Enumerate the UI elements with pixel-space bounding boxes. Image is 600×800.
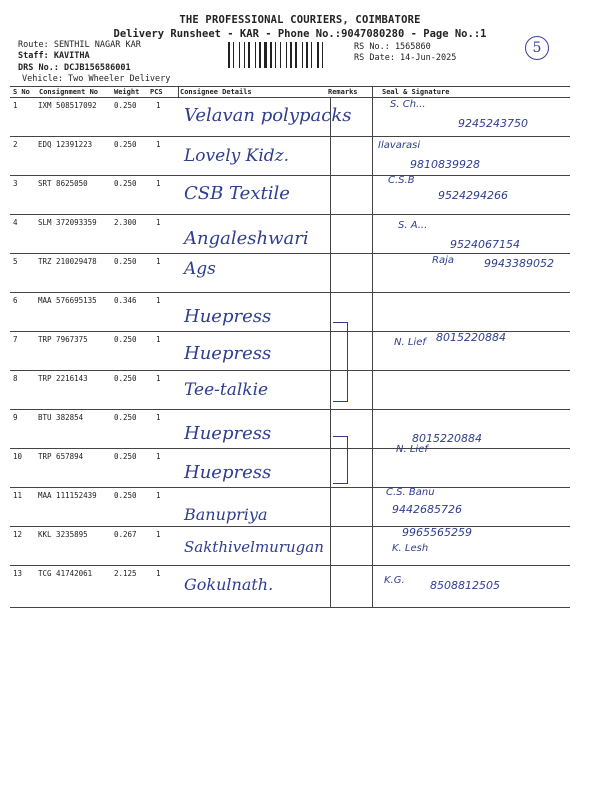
- col-divider: [178, 86, 179, 97]
- row-consignee-handwritten: Banupriya: [184, 505, 268, 524]
- barcode-bar: [255, 42, 256, 68]
- barcode-bar: [244, 42, 245, 68]
- row-pieces: 1: [156, 257, 161, 266]
- row-pieces: 1: [156, 140, 161, 149]
- row-consignee-handwritten: Huepress: [184, 423, 272, 444]
- header-bottom-border: [10, 97, 570, 98]
- row-serial-number: 4: [13, 218, 18, 227]
- row-weight: 0.250: [114, 374, 137, 383]
- barcode-bar: [248, 42, 250, 68]
- row-signature: C.S.B: [388, 175, 415, 186]
- row-consignee-handwritten: Angaleshwari: [184, 228, 309, 249]
- row-serial-number: 13: [13, 569, 23, 578]
- barcode: [228, 42, 348, 68]
- vehicle-label: Vehicle: Two Wheeler Delivery: [22, 74, 171, 84]
- row-consignment-number: SLM 372093359: [38, 218, 97, 227]
- row-signature-phone: 9245243750: [458, 117, 528, 130]
- staff-label: Staff: KAVITHA: [18, 51, 90, 61]
- row-pieces: 1: [156, 296, 161, 305]
- col-consignee: Consignee Details: [180, 88, 252, 96]
- row-divider: [10, 607, 570, 608]
- row-weight: 0.250: [114, 179, 137, 188]
- row-weight: 0.250: [114, 335, 137, 344]
- row-signature-phone: 9524067154: [450, 238, 520, 251]
- row-pieces: 1: [156, 413, 161, 422]
- row-pieces: 1: [156, 530, 161, 539]
- route-label: Route: SENTHIL NAGAR KAR: [18, 40, 141, 50]
- row-divider: [10, 526, 570, 527]
- row-divider: [10, 409, 570, 410]
- row-divider: [10, 253, 570, 254]
- col-sno: S No: [13, 88, 30, 96]
- barcode-bar: [233, 42, 234, 68]
- col-signature: Seal & Signature: [382, 88, 450, 96]
- barcode-bar: [302, 42, 303, 68]
- row-signature: N. Lief: [396, 444, 428, 455]
- row-pieces: 1: [156, 491, 161, 500]
- row-divider: [10, 214, 570, 215]
- col-consignment: Consignment No: [39, 88, 99, 96]
- remarks-divider: [330, 97, 331, 607]
- row-serial-number: 10: [13, 452, 23, 461]
- barcode-bar: [295, 42, 297, 68]
- row-divider: [10, 136, 570, 137]
- row-weight: 0.250: [114, 140, 137, 149]
- row-consignment-number: TCG 41742061: [38, 569, 93, 578]
- col-weight: Weight: [114, 88, 140, 96]
- barcode-bar: [259, 42, 261, 68]
- row-signature-phone: 9524294266: [438, 189, 508, 202]
- row-serial-number: 12: [13, 530, 23, 539]
- row-pieces: 1: [156, 374, 161, 383]
- row-divider: [10, 292, 570, 293]
- barcode-bar: [264, 42, 267, 68]
- row-consignment-number: MAA 576695135: [38, 296, 97, 305]
- runsheet-title: Delivery Runsheet - KAR - Phone No.:9047080280 - Page No.:1: [113, 28, 487, 40]
- bracket-mark-1: [333, 322, 348, 402]
- row-divider: [10, 370, 570, 371]
- row-signature-phone: 9442685726: [392, 503, 462, 516]
- barcode-bar: [270, 42, 272, 68]
- row-consignment-number: TRP 2216143: [38, 374, 88, 383]
- row-divider: [10, 175, 570, 176]
- row-consignment-number: SRT 8625050: [38, 179, 88, 188]
- row-signature: K.G.: [384, 575, 405, 586]
- row-serial-number: 8: [13, 374, 18, 383]
- row-weight: 2.300: [114, 218, 137, 227]
- row-signature-phone: 8015220884: [436, 331, 506, 344]
- row-signature: N. Lief: [394, 337, 426, 348]
- row-consignee-handwritten: Huepress: [184, 306, 272, 327]
- row-pieces: 1: [156, 569, 161, 578]
- row-consignment-number: BTU 382854: [38, 413, 84, 422]
- row-consignee-handwritten: Tee-talkie: [184, 380, 269, 400]
- barcode-bar: [322, 42, 323, 68]
- row-signature-phone: 8015220884: [412, 432, 482, 445]
- row-signature-phone: 8508812505: [430, 579, 500, 592]
- row-consignee-handwritten: Lovely Kidz.: [184, 146, 290, 166]
- row-weight: 0.250: [114, 413, 137, 422]
- row-weight: 0.250: [114, 452, 137, 461]
- row-pieces: 1: [156, 101, 161, 110]
- row-pieces: 1: [156, 452, 161, 461]
- row-serial-number: 1: [13, 101, 18, 110]
- drs-number: DRS No.: DCJB156586001: [18, 63, 131, 73]
- row-serial-number: 3: [13, 179, 18, 188]
- page-count-circle: 5: [525, 36, 549, 60]
- row-consignee-handwritten: Velavan polypacks: [184, 105, 352, 126]
- row-weight: 0.250: [114, 257, 137, 266]
- row-consignment-number: TRP 657894: [38, 452, 84, 461]
- signature-divider: [372, 86, 373, 607]
- row-serial-number: 5: [13, 257, 18, 266]
- col-pcs: PCS: [150, 88, 163, 96]
- bracket-mark-2: [333, 436, 348, 484]
- row-consignee-handwritten: Ags: [184, 259, 216, 279]
- row-signature: Raja: [432, 255, 454, 266]
- row-consignment-number: IXM 508517092: [38, 101, 97, 110]
- row-signature: C.S. Banu: [386, 487, 435, 498]
- row-consignee-handwritten: Gokulnath.: [184, 575, 274, 594]
- row-pieces: 1: [156, 179, 161, 188]
- row-signature-phone: 9943389052: [484, 257, 554, 270]
- barcode-bar: [286, 42, 287, 68]
- row-pieces: 1: [156, 335, 161, 344]
- row-divider: [10, 565, 570, 566]
- barcode-bar: [275, 42, 276, 68]
- company-title: THE PROFESSIONAL COURIERS, COIMBATORE: [179, 14, 421, 26]
- barcode-bar: [311, 42, 312, 68]
- row-signature: S. Ch...: [390, 99, 426, 110]
- row-signature-phone: 9810839928: [410, 158, 480, 171]
- row-serial-number: 2: [13, 140, 18, 149]
- row-signature: S. A...: [398, 220, 428, 231]
- barcode-bar: [290, 42, 292, 68]
- row-pieces: 1: [156, 218, 161, 227]
- barcode-bar: [317, 42, 319, 68]
- row-divider: [10, 448, 570, 449]
- row-weight: 0.250: [114, 101, 137, 110]
- row-consignee-handwritten: CSB Textile: [184, 183, 290, 204]
- rs-date: RS Date: 14-Jun-2025: [354, 53, 457, 63]
- row-serial-number: 9: [13, 413, 18, 422]
- barcode-bar: [280, 42, 281, 68]
- row-weight: 0.267: [114, 530, 137, 539]
- row-divider: [10, 487, 570, 488]
- barcode-bar: [239, 42, 240, 68]
- row-signature: K. Lesh: [392, 543, 429, 554]
- row-consignee-handwritten: Sakthivelmurugan: [184, 538, 324, 556]
- row-signature: Ilavarasi: [378, 140, 421, 151]
- row-weight: 0.250: [114, 491, 137, 500]
- barcode-bar: [228, 42, 230, 68]
- rs-number: RS No.: 1565860: [354, 42, 431, 52]
- barcode-bar: [306, 42, 308, 68]
- row-weight: 2.125: [114, 569, 137, 578]
- row-consignee-handwritten: Huepress: [184, 343, 272, 364]
- row-weight: 0.346: [114, 296, 137, 305]
- row-consignment-number: KKL 3235895: [38, 530, 88, 539]
- row-serial-number: 11: [13, 491, 23, 500]
- row-signature-phone: 9965565259: [402, 526, 472, 539]
- row-serial-number: 7: [13, 335, 18, 344]
- row-consignment-number: EDQ 12391223: [38, 140, 93, 149]
- row-consignee-handwritten: Huepress: [184, 462, 272, 483]
- row-consignment-number: TRZ 210029478: [38, 257, 97, 266]
- row-serial-number: 6: [13, 296, 18, 305]
- row-consignment-number: MAA 111152439: [38, 491, 97, 500]
- col-remarks: Remarks: [328, 88, 358, 96]
- row-consignment-number: TRP 7967375: [38, 335, 88, 344]
